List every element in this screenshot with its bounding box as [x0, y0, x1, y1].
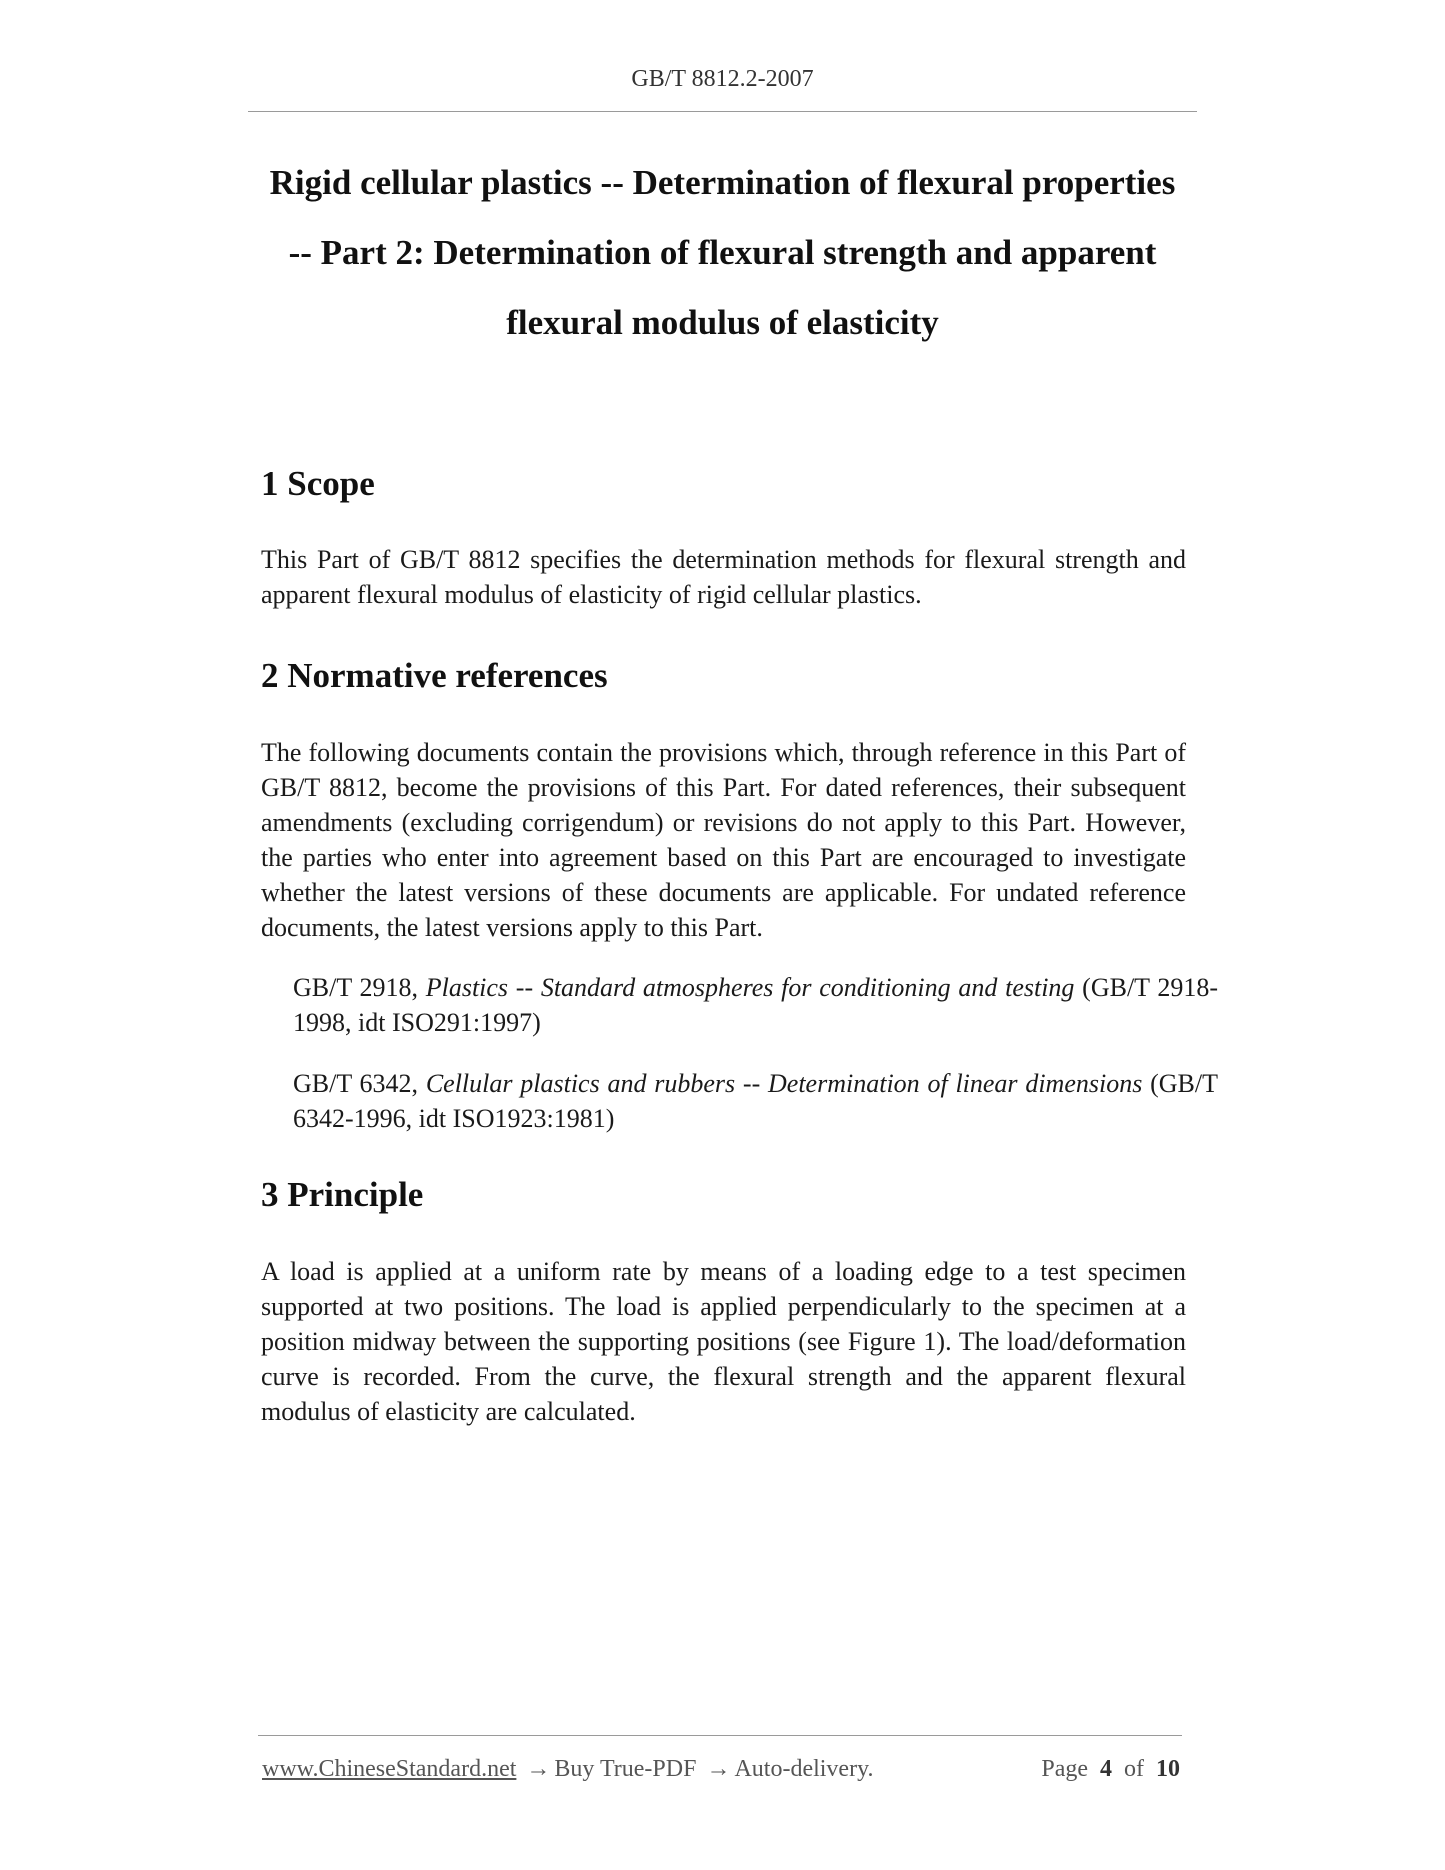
arrow-right-icon: → [706, 1756, 731, 1782]
reference-suffix: (GB/T 6342-1996, idt ISO1923:1981) [293, 1069, 1218, 1133]
normative-references-paragraph: The following documents contain the provisions which, through reference in this Part of GB/T 8812, become the provisions of this Part. For dated references, their subsequent amendments (excluding corrigendum) or revisions do not apply to this Part. However, the parties who enter into agreement based on this Part are encouraged to investigate whether the latest versions of these documents are applicable. For undated reference documents, the latest versions apply to this Part. [261, 738, 1186, 942]
title-line-3: flexural modulus of elasticity [506, 303, 939, 342]
page-current: 4 [1100, 1756, 1112, 1782]
section-heading-principle: 3 Principle [261, 1175, 424, 1214]
page-total: 10 [1156, 1756, 1180, 1782]
reference-suffix: (GB/T 2918-1998, idt ISO291:1997) [293, 973, 1218, 1037]
section-heading-scope: 1 Scope [261, 464, 375, 503]
reference-code: GB/T 2918, [293, 973, 426, 1002]
scope-paragraph: This Part of GB/T 8812 specifies the determination methods for flexural strength and apparent flexural modulus of elasticity of rigid cellular plastics. [261, 545, 1186, 609]
header-divider [248, 111, 1197, 112]
auto-delivery-text: Auto-delivery. [734, 1756, 874, 1782]
buy-true-pdf-text: Buy True-PDF [554, 1756, 697, 1782]
reference-code: GB/T 6342, [293, 1069, 426, 1098]
principle-paragraph: A load is applied at a uniform rate by means of a loading edge to a test specimen supported at two positions. The load is applied perpendicularly to the specimen at a position midway between the supporting positions (see Figure 1). The load/deformation curve is recorded. From the curve, the flexural strength and the apparent flexural modulus of elasticity are calculated. [261, 1257, 1186, 1426]
reference-item [261, 970, 1218, 1040]
title-line-1: Rigid cellular plastics -- Determination of flexural properties [269, 163, 1176, 202]
page-footer [262, 1754, 1180, 1784]
title-line-2: -- Part 2: Determination of flexural strength and apparent [288, 233, 1157, 272]
page-of: of [1124, 1756, 1144, 1782]
reference-title: Plastics -- Standard atmospheres for conditioning and testing [425, 973, 1075, 1002]
arrow-right-icon: → [526, 1756, 551, 1782]
running-header: GB/T 8812.2-2007 [631, 66, 814, 92]
reference-title: Cellular plastics and rubbers -- Determination of linear dimensions [425, 1069, 1143, 1098]
page-indicator [1041, 1754, 1180, 1784]
document-title [248, 148, 1197, 358]
website-link[interactable]: www.ChineseStandard.net [262, 1756, 517, 1782]
reference-item [261, 1066, 1218, 1136]
page-label: Page [1041, 1756, 1088, 1782]
section-heading-normative-references: 2 Normative references [261, 656, 608, 695]
footer-divider [258, 1735, 1182, 1736]
